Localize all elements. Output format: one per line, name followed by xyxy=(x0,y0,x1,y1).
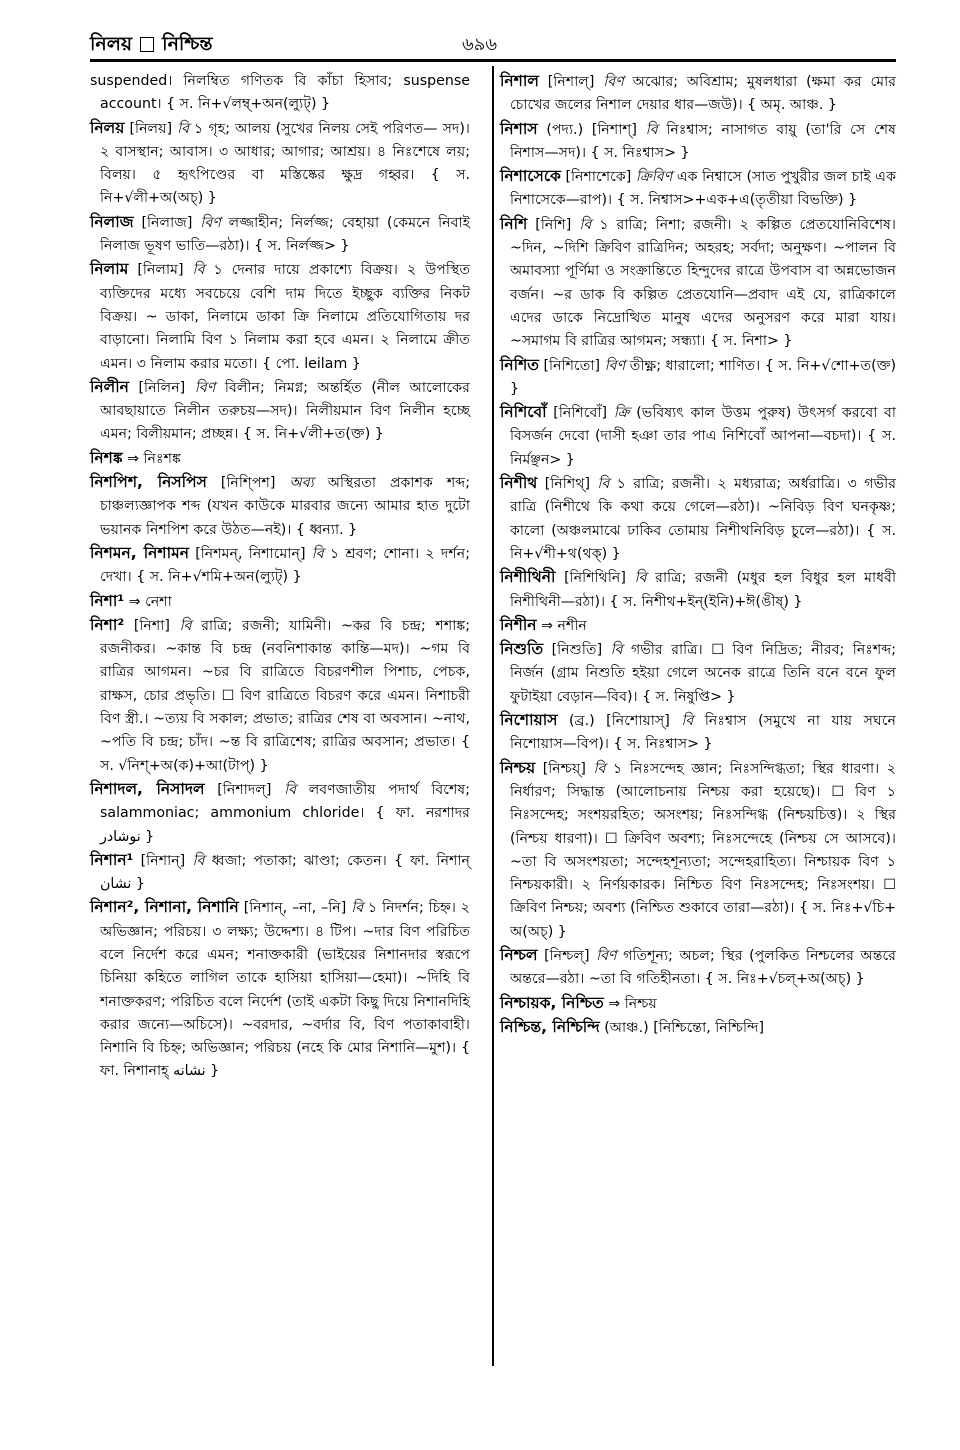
dictionary-entry xyxy=(500,638,896,709)
entry-definition: ১ রাত্রি; রজনী। ২ মধ্যরাত্র; অর্ধরাত্রি। ৩ গভীর রাত্রি (নিশীথে কি কথা কয়ে গেলে—রঠা)। ~নিবিড় বিণ ঘনকৃষ্ণ; কালো (অঞ্চলমাঝে ঢাকিব তোমায় নিশীথনিবিড় চুলে—রঠা)। { স. নি+√শী+থ(থক্) } xyxy=(510,476,897,562)
entry-definition: নিঃশ্বাস (সমুখে না যায় সঘনে নিশোয়াস—বিপ)। { স. নিঃশ্বাস> } xyxy=(510,713,896,753)
entry-part-of-speech: অব্য xyxy=(289,475,314,492)
entry-definition: এক নিশ্বাসে (সাত পুখুরীর জল চাই এক নিশাসেকে—রাপ)। { স. নিশ্বাস>+এক+এ(তৃতীয়া বিভক্তি) } xyxy=(510,169,897,209)
entry-part-of-speech: বি xyxy=(351,900,364,917)
entry-definition: ১ রাত্রি; নিশা; রজনী। ২ কল্পিত প্রেতযোনিবিশেষ। ~দিন, ~দিশি ক্রিবিণ রাত্রিদিন; অহরহ; সর্বদা; অনুক্ষণ। ~পালন বি অমাবস্যা পূর্ণিমা ও সংক্রান্তিতে হিন্দুদের রাত্রে উপবাস বা অন্নভোজন বর্জন। ~র ডাক বি কল্পিত প্রেতযোনি—প্রবাদ এই যে, রাত্রিকালে এদের ডাকে নিদ্রোত্থিত মানুষ এদের অনুসরণ করে মারা যায়। ~সমাগম বি রাত্রির আগমন; সন্ধ্যা। { স. নিশা> } xyxy=(510,216,897,350)
entry-part-of-speech: বিণ xyxy=(200,214,221,231)
dictionary-entry xyxy=(90,778,470,849)
entry-definition: ১ দেনার দায়ে প্রকাশ্যে বিক্রয়। ২ উপস্থিত ব্যক্তিদের মধ্যে সবচেয়ে বেশি দাম দিতে ইচ্ছুক ব্যক্তির নিকট বিক্রয়। ~ ডাকা, নিলামে ডাকা ক্রি নিলামে প্রতিযোগিতায় দর বাড়ানো। নিলামি বিণ ১ নিলাম করা হবে এমন। ২ নিলামে ক্রীত এমন। ৩ নিলাম করার মতো। { পো. leilam } xyxy=(100,262,470,372)
entry-part-of-speech: বিণ xyxy=(603,74,624,90)
header-rule xyxy=(90,59,896,62)
box-separator-icon xyxy=(140,37,154,52)
entry-headword: নিশাসেকে xyxy=(500,167,561,186)
entry-part-of-speech: বি xyxy=(634,570,647,587)
entry-definition: ১ শ্রবণ; শোনা। ২ দর্শন; দেখা। { স. নি+√শমি+অন(ল্যুট্) } xyxy=(100,545,470,586)
entry-headword: নিশা¹ xyxy=(90,591,125,610)
entry-pronunciation: [নিশ্চল্] xyxy=(544,947,590,964)
entry-definition: নিঃশ্বাস; নাসাগত বায়ু (তা'রি সে শেষ নিশাস—সদ)। { স. নিঃশ্বাস> } xyxy=(510,121,897,161)
entry-pronunciation: [নিশ্চয়্] xyxy=(542,760,586,777)
entry-headword: নিশাল xyxy=(500,72,539,90)
entry-pronunciation: [নিশাশেকে] xyxy=(565,169,632,186)
right-column xyxy=(500,70,896,1040)
entry-pronunciation: [নিশমন্, নিশামোন্] xyxy=(195,545,306,562)
dictionary-entry xyxy=(500,165,896,213)
entry-part-of-speech: বি xyxy=(192,852,205,869)
entry-part-of-speech: বি xyxy=(179,617,192,634)
entry-headword: নিলয় xyxy=(90,118,125,137)
page-number: ৬৯৬ xyxy=(462,34,498,55)
entry-headword: নিশীন xyxy=(500,615,537,634)
entry-definition: রাত্রি; রজনী; যামিনী। ~কর বি চন্দ্র; শশাঙ্ক; রজনীকর। ~কান্ত বি চন্দ্র (নবনিশাকান্ত কান্তি—মদ)। ~গম বি রাত্রির আগমন। ~চর বি রাত্রিতে বিচরণশীল পিশাচ, পেচক, রাক্ষস, চোর প্রভৃতি। ☐ বিণ রাত্রিতে বিচরণ করে এমন। নিশাচরী বিণ স্ত্রী.। ~ত্যয় বি সকাল; প্রভাত; রাত্রির শেষ বা অবসান। ~নাথ, ~পতি বি চন্দ্র; চাঁদ। ~ন্ত বি রাত্রিশেষ; রাত্রির অবসান; প্রভাত। { স. √নিশ্+অ(ক)+আ(টাপ্) } xyxy=(100,617,470,774)
entry-headword: নিশুতি xyxy=(500,640,544,659)
dictionary-entry xyxy=(90,590,470,614)
page-header xyxy=(90,28,896,62)
entry-headword: নিশি xyxy=(500,214,528,233)
entry-pronunciation: [নিশান্] xyxy=(140,852,186,869)
entry-pronunciation: [নিলয়] xyxy=(129,120,172,137)
entry-pronunciation: [নিশিথিনি] xyxy=(564,570,626,587)
entry-headword: নিশমন, নিশামন xyxy=(90,543,189,562)
dictionary-entry xyxy=(90,376,470,447)
entry-part-of-speech: বি xyxy=(645,121,658,138)
entry-pronunciation: [নিলাম] xyxy=(137,262,184,279)
entry-headword: নিশীথিনী xyxy=(500,568,556,587)
entry-part-of-speech: ক্রি xyxy=(613,405,630,422)
entry-pronunciation: [নিশাল্] xyxy=(547,74,595,90)
entry-part-of-speech: বিণ xyxy=(596,947,617,964)
entry-pronunciation: [নিশাদল্] xyxy=(217,781,272,798)
dictionary-entry xyxy=(90,70,470,117)
entry-headword: নিশাদল, নিসাদল xyxy=(90,779,205,798)
entry-definition: তীক্ষ্ণ; ধারালো; শাণিত। { স. নি+√শো+ত(ক্ত) } xyxy=(510,357,897,397)
entry-headword: নিশ্চায়ক, নিশ্চিত xyxy=(500,993,604,1012)
entry-headword: নিশপিশ, নিসপিস xyxy=(90,473,207,492)
dictionary-entry xyxy=(500,614,896,638)
entry-part-of-speech: বি xyxy=(284,781,297,798)
dictionary-entry xyxy=(500,70,896,118)
entry-headword: নিলীন xyxy=(90,377,129,396)
dictionary-entry xyxy=(90,258,470,375)
entry-definition: ⇒ নিশ্চয় xyxy=(608,995,657,1012)
entry-definition: ১ গৃহ; আলয় (সুখের নিলয় সেই পরিণত— সদ)। ২ বাসস্থান; আবাস। ৩ আধার; আগার; আশ্রয়। ৪ নিঃশেষে লয়; বিলয়। ৫ হৃৎপিণ্ডের বা মস্তিষ্কের ক্ষুদ্র গহ্বর। { স. নি+√লী+অ(অচ্) } xyxy=(100,120,470,207)
entry-pronunciation: [নিশি] xyxy=(535,216,572,233)
entry-pronunciation: [নিশ্পিশ] xyxy=(220,475,276,492)
entry-headword: নিশিবোঁ xyxy=(500,403,547,422)
entry-pronunciation: (আঞ্চ.) [নিশ্চিন্তো, নিশ্চিন্দি] xyxy=(604,1019,765,1036)
entry-definition: ধ্বজা; পতাকা; ঝাণ্ডা; কেতন। { ফা. নিশান্ نشان } xyxy=(100,852,471,893)
entry-pronunciation: [নিশিথ্] xyxy=(544,476,590,493)
entry-headword: নিশীথ xyxy=(500,474,538,493)
entry-part-of-speech: বি xyxy=(177,120,190,137)
entry-pronunciation: [নিশিবোঁ] xyxy=(553,405,608,422)
guide-words xyxy=(90,30,213,62)
entry-pronunciation: [নিলিন] xyxy=(138,379,186,396)
dictionary-entry xyxy=(500,566,896,614)
entry-part-of-speech: বি xyxy=(579,216,592,233)
dictionary-entry xyxy=(90,896,470,1083)
entry-pronunciation: [নিলাজ] xyxy=(141,214,193,231)
entry-headword: নিশঙ্ক xyxy=(90,448,123,467)
entry-headword: নিশান², নিশানা, নিশানি xyxy=(90,898,239,917)
dictionary-entry xyxy=(90,471,470,542)
dictionary-entry xyxy=(500,472,896,566)
entry-part-of-speech: বি xyxy=(597,476,610,493)
entry-definition: অঝোর; অবিশ্রাম; মুষলধারা (ক্ষমা কর মোর চোখের জলের নিশাল দেয়ার ধার—জউ)। { অমৃ. আঞ্চ. } xyxy=(510,74,897,114)
entry-headword: নিশান¹ xyxy=(90,850,134,869)
entry-definition: লবণজাতীয় পদার্থ বিশেষ; salammoniac; ammonium chloride। { ফা. নরশাদর نوشادر } xyxy=(100,781,470,845)
entry-headword: নিলাজ xyxy=(90,212,134,231)
dictionary-entry xyxy=(500,992,896,1016)
entry-definition: রাত্রি; রজনী (মধুর হল বিধুর হল মাধবী নিশীথিনী—রঠা)। { স. নিশীথ+ইন্(ইনি)+ঈ(ঙীষ্) } xyxy=(510,570,897,610)
dictionary-entry xyxy=(500,213,896,354)
entry-headword: নিলাম xyxy=(90,260,129,279)
entry-definition: গতিশূন্য; অচল; স্থির (পুলকিত নিশ্চলের অন্তরে অন্তরে—রঠা। ~তা বি গতিহীনতা। { স. নিঃ+√চল্+অ(অচ্) } xyxy=(510,947,896,988)
entry-definition: লজ্জাহীন; নির্লজ্জ; বেহায়া (কেমনে নিবাই নিলাজ ভূষণ ভাতি—রঠা)। { স. নির্লজ্জ> } xyxy=(100,214,470,255)
entry-headword: নিশ্চল xyxy=(500,945,538,964)
column-divider xyxy=(492,66,494,1366)
entry-part-of-speech: বি xyxy=(593,760,606,777)
dictionary-entry xyxy=(90,117,470,211)
entry-headword: নিশিত xyxy=(500,355,539,374)
entry-definition: ⇒ নশীন xyxy=(541,617,587,634)
entry-definition: বিলীন; নিমগ্ন; অন্তর্হিত (নীল আলোকের আবছায়াতে নিলীন তরুচয়—সদ)। নিলীয়মান বিণ নিলীন হচ্ছে এমন; বিলীয়মান; প্রচ্ছন্ন। { স. নি+√লী+ত(ক্ত) } xyxy=(100,379,470,443)
dictionary-entry xyxy=(500,1016,896,1040)
entry-part-of-speech: বি xyxy=(681,713,694,730)
first-guide-word: নিলয় xyxy=(90,33,133,55)
entry-part-of-speech: বি xyxy=(610,642,623,659)
dictionary-entry xyxy=(500,354,896,402)
entry-pronunciation: (ব্র.) [নিশোয়াস্] xyxy=(568,713,670,730)
entry-pronunciation: [নিশুতি] xyxy=(551,642,603,659)
entry-part-of-speech: বিণ xyxy=(194,379,216,396)
entry-pronunciation: [নিশান্, –না, –নি] xyxy=(243,900,347,917)
dictionary-entry xyxy=(500,709,896,757)
last-guide-word: নিশ্চিন্ত xyxy=(162,33,213,55)
entry-part-of-speech: ক্রিবিণ xyxy=(635,169,673,186)
entry-definition: অস্থিরতা প্রকাশক শব্দ; চাঞ্চল্যজ্ঞাপক শব্দ (যখন কাউকে মারবার জন্যে আমার হাত দুটো ভয়ানক নিশপিশ করে উঠত—নই)। { ধ্বন্যা. } xyxy=(100,475,471,538)
entry-pronunciation: [নিশিতো] xyxy=(543,357,601,374)
entry-headword: নিশ্চিন্ত, নিশ্চিন্দি xyxy=(500,1017,600,1036)
dictionary-entry xyxy=(90,447,470,471)
entry-definition: suspended। নিলম্বিত গণিতক বি কাঁচা হিসাব; suspense account। { স. নি+√লম্ব্+অন(ল্যুট্) } xyxy=(90,73,470,113)
entry-headword: নিশ্চয় xyxy=(500,758,536,777)
dictionary-entry xyxy=(90,849,470,897)
entry-part-of-speech: বিণ xyxy=(604,357,626,374)
dictionary-entry xyxy=(500,757,896,944)
entry-definition: (ভবিষ্যৎ কাল উত্তম পুরুষ) উৎসর্গ করবো বা বিসর্জন দেবো (দাসী হঞা তার পাএ নিশিবোঁ আপনা—বচদা)। { স. নির্মঞ্ছন> } xyxy=(510,405,896,468)
dictionary-entry xyxy=(90,614,470,778)
dictionary-entry xyxy=(90,211,470,259)
entry-definition: গভীর রাত্রি। ☐ বিণ নিদ্রিত; নীরব; নিঃশব্দ; নির্জন (গ্রাম নিশুতি হইয়া গেলে অনেক রাত্রে তিনি বনে বনে ফুল ফুটাইয়া বেড়ান—বিব)। { স. নিষুপ্তি> } xyxy=(510,642,897,705)
entry-definition: ⇒ নিঃশঙ্ক xyxy=(127,450,181,467)
entry-part-of-speech: বি xyxy=(192,262,205,279)
left-column xyxy=(90,70,470,1084)
dictionary-entry xyxy=(90,542,470,590)
entry-pronunciation: [নিশা] xyxy=(133,617,170,634)
entry-headword: নিশাস xyxy=(500,119,538,138)
entry-pronunciation: (পদ্য.) [নিশাশ্] xyxy=(546,121,637,138)
entry-headword: নিশোয়াস xyxy=(500,711,558,730)
dictionary-entry xyxy=(500,118,896,166)
dictionary-entry xyxy=(500,401,896,472)
entry-definition: ⇒ নেশা xyxy=(128,593,172,610)
entry-definition: ১ নিঃসন্দেহ জ্ঞান; নিঃসন্দিগ্ধতা; স্থির ধারণা। ২ নির্ধারণ; সিদ্ধান্ত (আলোচনায় নিশ্চয় করা হয়েছে)। ☐ বিণ ১ নিঃসন্দেহ; সংশয়রহিত; অসংশয়; নিঃসন্দিগ্ধ (নিশ্চয়চিত্ত)। ২ স্থির (নিশ্চয় ধারণা)। ☐ ক্রিবিণ অবশ্য; নিঃসন্দেহে (নিশ্চয় সে আসবে)। ~তা বি অসংশয়তা; সন্দেহশূন্যতা; সন্দেহরাহিত্য। নিশ্চায়ক বিণ ১ নিশ্চয়কারী। ২ নির্ণয়কারক। নিশ্চিত বিণ নিঃসন্দেহ; নিঃসংশয়। ☐ ক্রিবিণ নিশ্চয়; অবশ্য (নিশ্চিত শুকাবে তারা—রঠা)। { স. নিঃ+√চি+ অ(অচ্) } xyxy=(510,760,896,940)
dictionary-entry xyxy=(500,944,896,992)
entry-headword: নিশা² xyxy=(90,615,125,634)
entry-part-of-speech: বি xyxy=(311,545,324,562)
entry-definition: ১ নিদর্শন; চিহ্ন। ২ অভিজ্ঞান; পরিচয়। ৩ লক্ষ্য; উদ্দেশ্য। ৪ টিপ। ~দার বিণ পরিচিত বলে নির্দেশ করে এমন; শনাক্তকারী (ভাইয়ের নিশানদার স্বরূপে চিনিয়া কহিতে লাগিল তাকে হাসিয়া হাসিয়া—হেমা)। ~দিহি বি শনাক্তকরণ; পরিচিত বলে নির্দেশ (তাই একটা কিছু দিয়ে নিশানদিহি করার জন্যে—অচিসে)। ~বরদার, ~বর্দার বি, বিণ পতাকাবাহী। নিশানি বি চিহ্ন; অভিজ্ঞান; পরিচয় (নহে কি মোর নিশানি—মুশ)। { ফা. নিশানাহ্ نشانه } xyxy=(100,900,471,1080)
